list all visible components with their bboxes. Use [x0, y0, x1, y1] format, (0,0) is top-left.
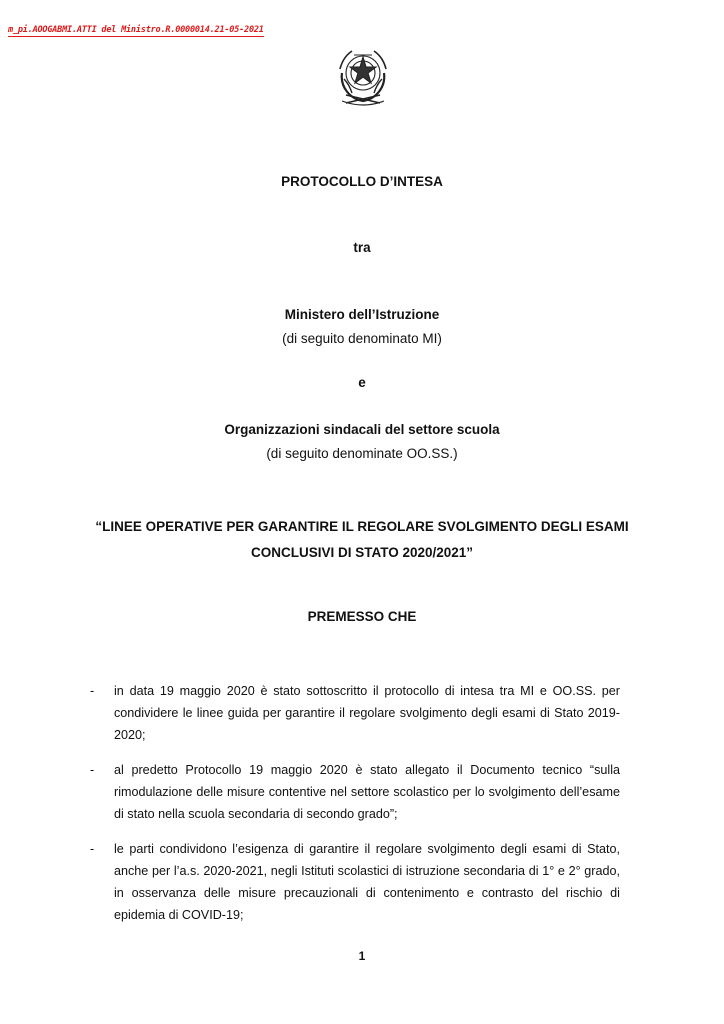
subject-line-2: CONCLUSIVI DI STATO 2020/2021”	[250, 545, 474, 560]
document-title: PROTOCOLLO D’INTESA	[281, 174, 443, 189]
party2-alias: (di seguito denominate OO.SS.)	[266, 446, 458, 461]
list-item	[90, 838, 620, 926]
premise-text: in data 19 maggio 2020 è stato sottoscritto il protocollo di intesa tra MI e OO.SS. per condividere le linee guida per garantire il regolare svolgimento degli esami di Stato 2019-2020;	[114, 684, 620, 742]
premise-heading: PREMESSO CHE	[307, 609, 417, 624]
italian-republic-emblem-icon	[332, 43, 394, 109]
premise-text: le parti condividono l’esigenza di garantire il regolare svolgimento degli esami di Stato, anche per l’a.s. 2020-2021, negli Istituti scolastici di istruzione secondaria di 1° e 2° grado, in osservanza delle misure precauzionali di contenimento e contrasto del rischio di epidemia di COVID-19;	[114, 842, 620, 922]
party1-alias: (di seguito denominato MI)	[282, 331, 442, 346]
list-marker: -	[90, 763, 95, 777]
list-item	[90, 759, 620, 825]
protocol-stamp: m_pi.AOOGABMI.ATTI del Ministro.R.0000014.21-05-2021	[8, 25, 264, 35]
party1-name: Ministero dell’Istruzione	[284, 307, 440, 322]
page-number: 1	[358, 949, 366, 963]
list-item	[90, 680, 620, 746]
list-marker: -	[90, 684, 95, 698]
conjunction-label: e	[358, 375, 366, 390]
list-marker: -	[90, 842, 95, 856]
premise-list	[90, 680, 620, 939]
subject-heading	[0, 514, 724, 566]
party2-name: Organizzazioni sindacali del settore scuola	[224, 422, 500, 437]
subject-line-1: “LINEE OPERATIVE PER GARANTIRE IL REGOLARE SVOLGIMENTO DEGLI ESAMI	[95, 519, 629, 534]
premise-text: al predetto Protocollo 19 maggio 2020 è stato allegato il Documento tecnico “sulla rimodulazione delle misure contentive nel settore scolastico per lo svolgimento dell’esame di stato nella scuola secondaria di secondo grado”;	[114, 763, 620, 821]
between-label: tra	[353, 240, 371, 255]
